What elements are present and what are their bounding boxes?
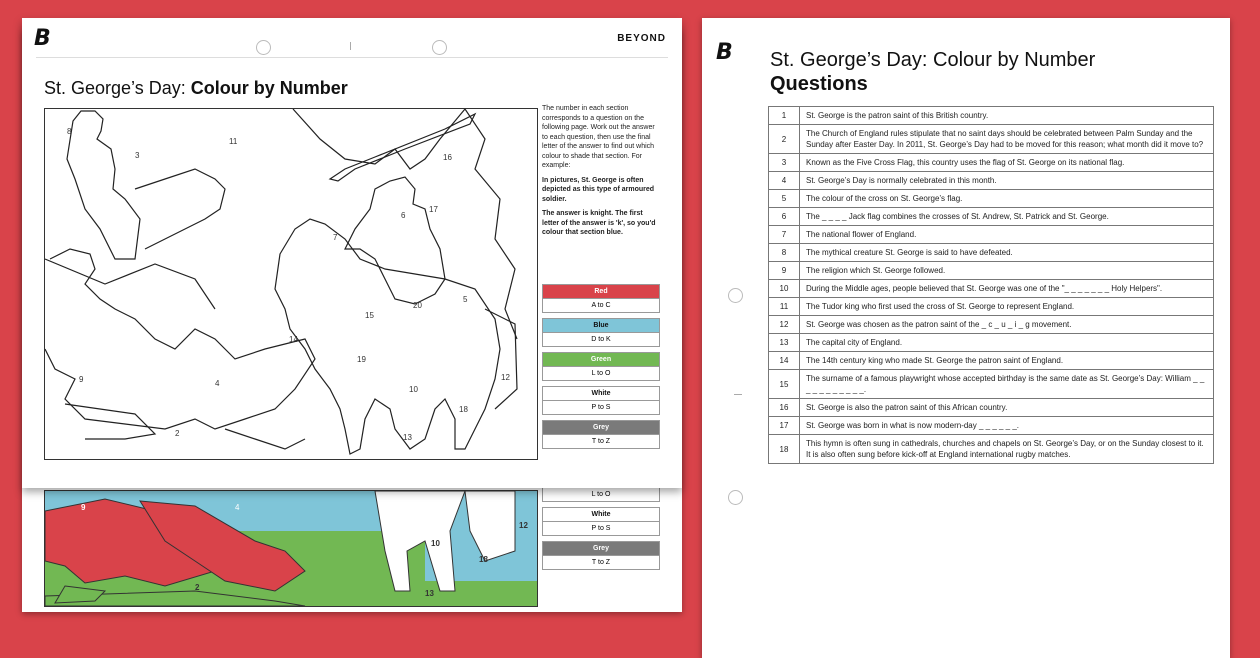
fold-mark <box>350 42 351 50</box>
section-number: 18 <box>459 405 468 414</box>
question-number: 17 <box>769 417 800 435</box>
section-number: 12 <box>501 373 510 382</box>
key-range-white: P to S <box>542 401 660 415</box>
question-row <box>769 334 1214 352</box>
question-row <box>769 262 1214 280</box>
colour-key <box>542 284 660 454</box>
section-number: 9 <box>79 375 84 384</box>
questions-title <box>770 48 1095 96</box>
section-number: 16 <box>443 153 452 162</box>
section-number: 11 <box>229 137 238 146</box>
key-colour: Grey <box>542 541 660 556</box>
question-text: This hymn is often sung in cathedrals, churches and chapels on St. George’s Day, or on the Sunday closest to it. It is also often sung before kick-off at England international rugby matches. <box>800 435 1214 464</box>
key-range: P to S <box>542 522 660 536</box>
coloured-picture <box>44 490 538 607</box>
back-section-number: 18 <box>479 555 488 564</box>
punch-hole <box>256 40 271 55</box>
question-text: The 14th century king who made St. George the patron saint of England. <box>800 352 1214 370</box>
section-number: 8 <box>67 127 72 136</box>
section-number: 20 <box>413 301 422 310</box>
instructions <box>542 104 660 243</box>
coloured-picture-svg <box>45 491 537 606</box>
back-section-number: 10 <box>431 539 440 548</box>
question-row <box>769 417 1214 435</box>
question-text: The mythical creature St. George is said to have defeated. <box>800 244 1214 262</box>
question-number: 12 <box>769 316 800 334</box>
key-range-blue: D to K <box>542 333 660 347</box>
back-colour-key <box>542 488 660 575</box>
back-section-number: 13 <box>425 589 434 598</box>
header-divider <box>36 57 668 58</box>
question-text: Known as the Five Cross Flag, this country uses the flag of St. George on its national flag. <box>800 154 1214 172</box>
key-colour: White <box>542 507 660 522</box>
question-row <box>769 190 1214 208</box>
back-section-number: 2 <box>195 583 200 592</box>
key-range: T to Z <box>542 556 660 570</box>
question-text: St. George was born in what is now modern-day _ _ _ _ _ _. <box>800 417 1214 435</box>
punch-hole <box>728 490 743 505</box>
question-row <box>769 154 1214 172</box>
question-row <box>769 352 1214 370</box>
question-text: The Tudor king who first used the cross of St. George to represent England. <box>800 298 1214 316</box>
question-number: 3 <box>769 154 800 172</box>
question-row <box>769 107 1214 125</box>
key-colour-blue: Blue <box>542 318 660 333</box>
section-number: 17 <box>429 205 438 214</box>
questions-worksheet <box>702 18 1230 658</box>
punch-hole <box>728 288 743 303</box>
key-range-green: L to O <box>542 367 660 381</box>
question-row <box>769 172 1214 190</box>
question-text: The _ _ _ _ Jack flag combines the crosses of St. Andrew, St. Patrick and St. George. <box>800 208 1214 226</box>
example-question: In pictures, St. George is often depicted as this type of armoured soldier. <box>542 176 655 203</box>
question-row <box>769 226 1214 244</box>
section-number: 15 <box>365 311 374 320</box>
question-text: The capital city of England. <box>800 334 1214 352</box>
questions-table <box>768 106 1214 464</box>
question-row <box>769 280 1214 298</box>
back-section-number: 9 <box>81 503 86 512</box>
key-colour-green: Green <box>542 352 660 367</box>
key-range-red: A to C <box>542 299 660 313</box>
questions-table-body <box>769 107 1214 464</box>
question-text: During the Middle ages, people believed that St. George was one of the "_ _ _ _ _ _ _ Holy Helpers". <box>800 280 1214 298</box>
question-text: The religion which St. George followed. <box>800 262 1214 280</box>
example-answer: The answer is knight. The first letter of the answer is 'k', so you'd colour that section blue. <box>542 210 656 236</box>
section-number: 2 <box>175 429 180 438</box>
section-number: 14 <box>289 335 298 344</box>
question-number: 18 <box>769 435 800 464</box>
instructions-intro: The number in each section corresponds to a question on the following page. Work out the answer to each question, then use the final letter of the answer to find out which colour to shade that section. For example: <box>542 105 655 169</box>
question-row <box>769 435 1214 464</box>
key-range: L to O <box>542 488 660 502</box>
back-section-number: 12 <box>519 521 528 530</box>
questions-title-line1: St. George’s Day: Colour by Number <box>770 49 1096 71</box>
question-text: The Church of England rules stipulate that no saint days should be celebrated between Palm Sunday and the Sunday after Easter Day. In 2011, St. George’s Day had to be moved for this reason; what month did it move to? <box>800 125 1214 154</box>
question-number: 15 <box>769 370 800 399</box>
question-text: The surname of a famous playwright whose accepted birthday is the same date as St. George’s Day: William _ _ _ _ _ _ _ _ _ _ _. <box>800 370 1214 399</box>
question-number: 6 <box>769 208 800 226</box>
question-number: 16 <box>769 399 800 417</box>
question-row <box>769 298 1214 316</box>
question-number: 8 <box>769 244 800 262</box>
question-number: 13 <box>769 334 800 352</box>
question-number: 9 <box>769 262 800 280</box>
key-range-grey: T to Z <box>542 435 660 449</box>
title-prefix: St. George’s Day: <box>44 78 191 98</box>
brand-logo: B <box>716 40 733 65</box>
section-number: 3 <box>135 151 140 160</box>
section-number: 7 <box>333 233 338 242</box>
outline-picture <box>44 108 538 460</box>
question-text: The national flower of England. <box>800 226 1214 244</box>
section-number: 4 <box>215 379 220 388</box>
key-colour-grey: Grey <box>542 420 660 435</box>
section-number: 13 <box>403 433 412 442</box>
question-text: St. George is also the patron saint of this African country. <box>800 399 1214 417</box>
question-row <box>769 125 1214 154</box>
question-row <box>769 244 1214 262</box>
section-number: 6 <box>401 211 406 220</box>
question-number: 2 <box>769 125 800 154</box>
question-text: St. George is the patron saint of this British country. <box>800 107 1214 125</box>
question-number: 4 <box>769 172 800 190</box>
fold-mark <box>734 394 742 395</box>
question-number: 5 <box>769 190 800 208</box>
question-number: 11 <box>769 298 800 316</box>
back-section-number: 4 <box>235 503 240 512</box>
section-number: 5 <box>463 295 468 304</box>
question-row <box>769 370 1214 399</box>
question-number: 1 <box>769 107 800 125</box>
question-row <box>769 208 1214 226</box>
questions-title-line2: Questions <box>770 73 868 95</box>
question-text: St. George’s Day is normally celebrated in this month. <box>800 172 1214 190</box>
question-text: The colour of the cross on St. George’s flag. <box>800 190 1214 208</box>
question-text: St. George was chosen as the patron saint of the _ c _ u _ i _ g movement. <box>800 316 1214 334</box>
key-colour-white: White <box>542 386 660 401</box>
section-number: 19 <box>357 355 366 364</box>
colour-by-number-worksheet <box>22 18 682 488</box>
worksheet-title <box>44 78 348 99</box>
question-row <box>769 399 1214 417</box>
question-number: 14 <box>769 352 800 370</box>
section-number: 10 <box>409 385 418 394</box>
title-bold: Colour by Number <box>190 78 348 98</box>
brand-name: BEYOND <box>617 33 666 44</box>
key-colour-red: Red <box>542 284 660 299</box>
question-number: 7 <box>769 226 800 244</box>
brand-logo: B <box>34 26 51 51</box>
punch-hole <box>432 40 447 55</box>
question-number: 10 <box>769 280 800 298</box>
question-row <box>769 316 1214 334</box>
